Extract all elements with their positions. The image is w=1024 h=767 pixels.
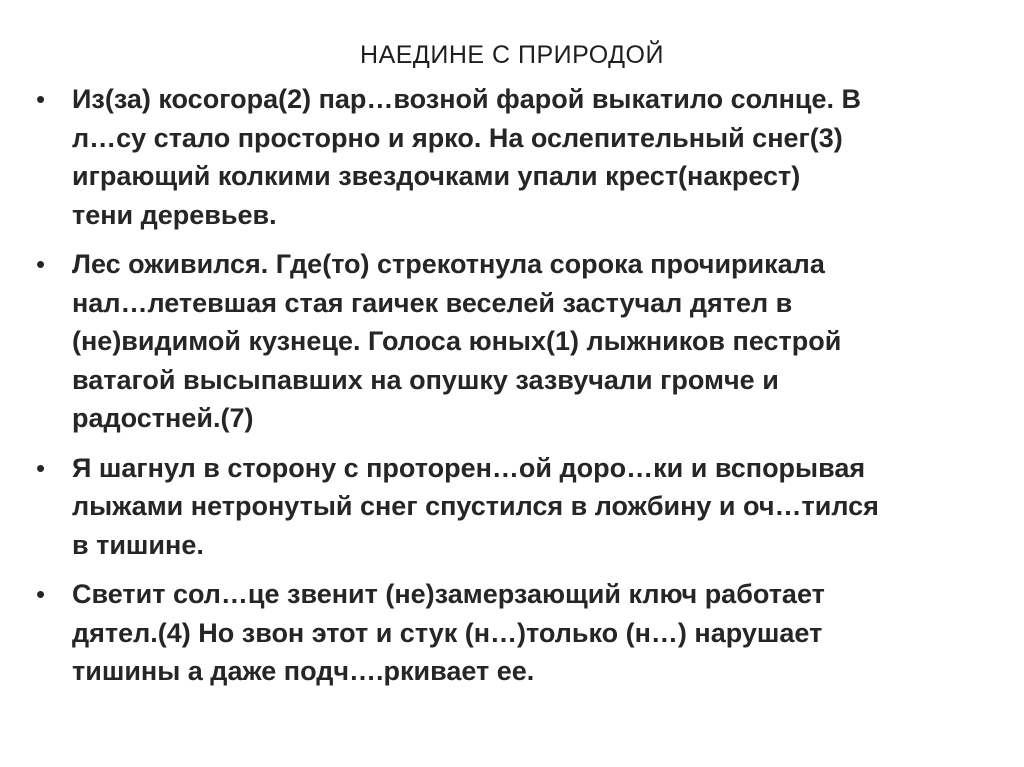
text-line: Я шагнул в сторону с проторен…ой доро…ки и вспорывая — [72, 452, 866, 483]
bullet-dot-icon: • — [36, 579, 46, 609]
bullet-text — [72, 449, 996, 565]
text-line: дятел.(4) Но звон этот и стук (н…)только (н…) нарушает — [72, 617, 823, 648]
text-line: радостней.(7) — [72, 403, 254, 433]
bullet-dot-icon: • — [36, 84, 46, 114]
bullet-item — [36, 575, 996, 691]
bullet-text — [72, 575, 996, 691]
text-line: тишины а даже подч….ркивает ее. — [72, 656, 535, 686]
bullet-item — [36, 245, 996, 438]
bullet-item — [36, 449, 996, 565]
text-line: Из(за) косогора(2) пар…возной фарой выкатило солнце. В — [72, 84, 862, 114]
text-line: ватагой высыпавших на опушку зазвучали громче и — [72, 364, 779, 395]
text-line: л…су стало просторно и ярко. На ослепительный снег(3) — [72, 122, 843, 153]
text-line: нал…летевшая стая гаичек веселей застучал дятел в — [72, 287, 793, 318]
text-line: тени деревьев. — [72, 199, 277, 230]
text-line: Светит сол…це звенит (не)замерзающий ключ работает — [72, 579, 825, 609]
bullet-dot-icon: • — [36, 452, 46, 483]
bullet-list — [36, 80, 996, 702]
bullet-text — [72, 245, 996, 438]
text-line: лыжами нетронутый снег спустился в ложбину и оч…тился — [72, 491, 879, 521]
text-line: в тишине. — [72, 529, 204, 560]
text-line: играющий колкими звездочками упали крест(накрест) — [72, 161, 801, 191]
text-line: (не)видимой кузнеце. Голоса юных(1) лыжников пестрой — [72, 326, 842, 356]
bullet-text — [72, 80, 996, 234]
bullet-item — [36, 80, 996, 234]
slide-title: НАЕДИНЕ С ПРИРОДОЙ — [360, 41, 664, 69]
bullet-dot-icon: • — [36, 249, 46, 279]
text-line: Лес оживился. Где(то) стрекотнула сорока прочирикала — [72, 249, 825, 279]
